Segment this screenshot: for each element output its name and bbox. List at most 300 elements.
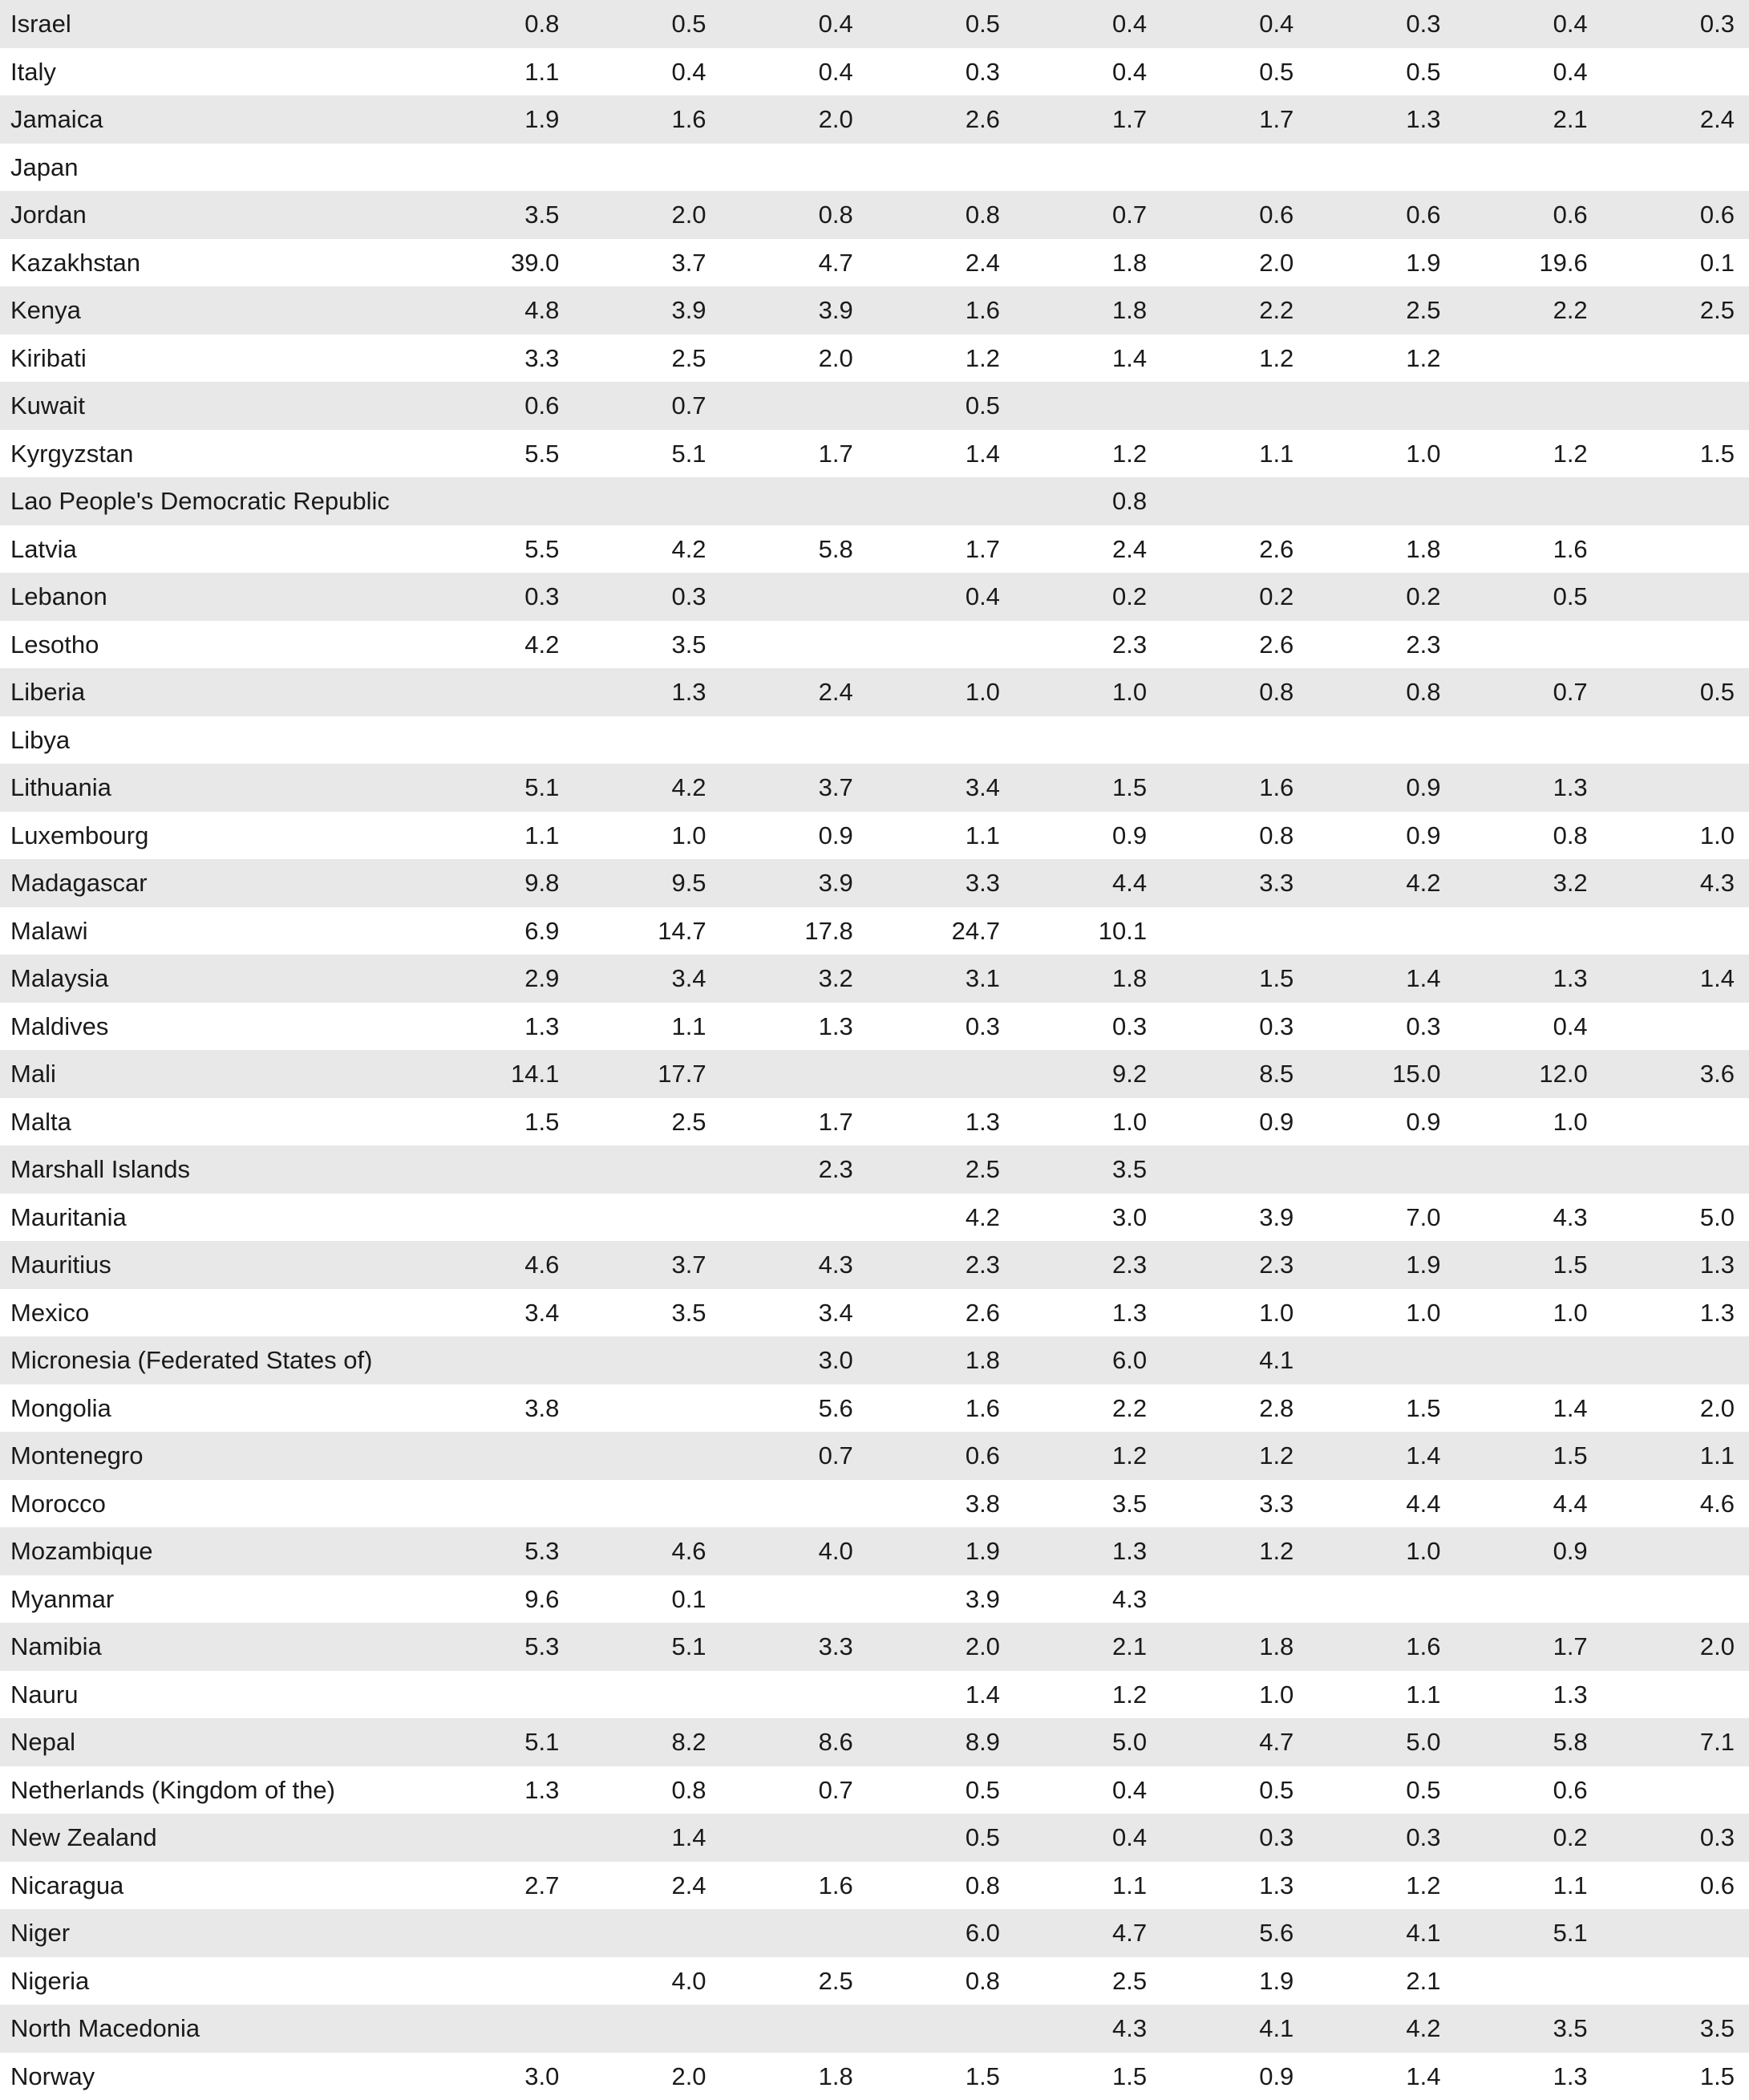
value-cell: 1.8 (1014, 286, 1161, 334)
value-cell (1602, 621, 1749, 669)
value-cell: 2.4 (1602, 95, 1749, 144)
value-cell (721, 1194, 868, 1242)
country-name-cell: Kuwait (0, 382, 427, 430)
value-cell: 5.1 (573, 430, 720, 478)
value-cell: 0.6 (1602, 1862, 1749, 1910)
value-cell: 1.2 (1014, 430, 1161, 478)
value-cell (721, 573, 868, 621)
value-cell: 1.1 (1014, 1862, 1161, 1910)
value-cell: 1.3 (427, 1003, 573, 1051)
country-name-cell: Lao People's Democratic Republic (0, 477, 427, 525)
value-cell: 1.2 (1161, 1527, 1308, 1575)
value-cell (1602, 1957, 1749, 2005)
value-cell: 0.3 (868, 1003, 1014, 1051)
table-row (0, 477, 1749, 525)
value-cell: 0.9 (1161, 2053, 1308, 2100)
value-cell (1455, 1575, 1602, 1624)
value-cell: 2.2 (1455, 286, 1602, 334)
value-cell: 0.3 (1161, 1003, 1308, 1051)
value-cell (868, 477, 1014, 525)
value-cell: 2.0 (1602, 1623, 1749, 1671)
value-cell: 1.2 (1308, 334, 1455, 383)
country-name-cell: Libya (0, 716, 427, 764)
value-cell (1308, 1336, 1455, 1384)
value-cell: 4.1 (1161, 1336, 1308, 1384)
value-cell: 1.5 (1602, 2053, 1749, 2100)
value-cell: 1.4 (1308, 2053, 1455, 2100)
value-cell: 1.1 (868, 812, 1014, 860)
value-cell (427, 1336, 573, 1384)
value-cell (1455, 621, 1602, 669)
value-cell: 3.4 (427, 1289, 573, 1337)
value-cell (427, 716, 573, 764)
table-row (0, 1194, 1749, 1242)
value-cell (868, 1050, 1014, 1098)
value-cell: 3.3 (1161, 859, 1308, 907)
value-cell: 3.0 (721, 1336, 868, 1384)
value-cell: 5.8 (1455, 1718, 1602, 1766)
table-row (0, 1766, 1749, 1814)
value-cell: 2.5 (1308, 286, 1455, 334)
value-cell (1455, 1336, 1602, 1384)
value-cell: 2.3 (721, 1145, 868, 1194)
value-cell: 4.3 (1602, 859, 1749, 907)
value-cell: 2.0 (721, 334, 868, 383)
value-cell: 2.7 (427, 1862, 573, 1910)
value-cell: 3.1 (868, 955, 1014, 1003)
country-name-cell: Lebanon (0, 573, 427, 621)
value-cell: 2.5 (1602, 286, 1749, 334)
value-cell: 15.0 (1308, 1050, 1455, 1098)
value-cell: 0.5 (573, 0, 720, 48)
country-name-cell: Japan (0, 144, 427, 192)
value-cell: 4.1 (1308, 1909, 1455, 1957)
value-cell: 1.1 (1455, 1862, 1602, 1910)
value-cell (427, 1814, 573, 1862)
value-cell: 0.5 (1161, 1766, 1308, 1814)
table-row (0, 1384, 1749, 1433)
value-cell: 5.5 (427, 430, 573, 478)
value-cell: 1.4 (1602, 955, 1749, 1003)
value-cell: 2.4 (1014, 525, 1161, 574)
table-row (0, 1957, 1749, 2005)
table-row (0, 1003, 1749, 1051)
country-name-cell: New Zealand (0, 1814, 427, 1862)
value-cell: 5.6 (1161, 1909, 1308, 1957)
value-cell: 1.0 (868, 668, 1014, 716)
value-cell (1455, 1957, 1602, 2005)
value-cell: 0.4 (1455, 48, 1602, 96)
value-cell: 0.5 (868, 382, 1014, 430)
table-row (0, 1527, 1749, 1575)
value-cell: 3.2 (1455, 859, 1602, 907)
value-cell: 0.8 (868, 1862, 1014, 1910)
table-row (0, 48, 1749, 96)
value-cell (868, 716, 1014, 764)
value-cell: 1.1 (1602, 1432, 1749, 1480)
value-cell: 1.1 (427, 812, 573, 860)
value-cell (1602, 1671, 1749, 1719)
country-name-cell: Kazakhstan (0, 239, 427, 287)
value-cell: 7.0 (1308, 1194, 1455, 1242)
table-row (0, 1336, 1749, 1384)
table-row (0, 1050, 1749, 1098)
value-cell: 3.0 (1014, 1194, 1161, 1242)
value-cell (721, 1671, 868, 1719)
value-cell: 0.7 (1014, 191, 1161, 239)
value-cell: 2.3 (1014, 1241, 1161, 1289)
value-cell: 1.4 (1014, 334, 1161, 383)
value-cell: 0.9 (1014, 812, 1161, 860)
value-cell (1602, 1336, 1749, 1384)
value-cell: 0.8 (1014, 477, 1161, 525)
country-name-cell: Malta (0, 1098, 427, 1146)
country-name-cell: Madagascar (0, 859, 427, 907)
value-cell (1161, 144, 1308, 192)
value-cell: 0.8 (868, 1957, 1014, 2005)
value-cell (868, 2005, 1014, 2053)
value-cell: 5.6 (721, 1384, 868, 1433)
value-cell: 10.1 (1014, 907, 1161, 955)
value-cell (1602, 573, 1749, 621)
value-cell (1308, 716, 1455, 764)
value-cell: 1.4 (1455, 1384, 1602, 1433)
country-name-cell: Nepal (0, 1718, 427, 1766)
value-cell (1602, 764, 1749, 812)
table-row (0, 1480, 1749, 1528)
value-cell: 14.1 (427, 1050, 573, 1098)
table-row (0, 1909, 1749, 1957)
value-cell (573, 1432, 720, 1480)
value-cell (1602, 1766, 1749, 1814)
value-cell: 1.3 (1161, 1862, 1308, 1910)
value-cell: 0.5 (868, 1766, 1014, 1814)
value-cell: 1.4 (1308, 955, 1455, 1003)
value-cell: 2.3 (1161, 1241, 1308, 1289)
table-row (0, 334, 1749, 383)
value-cell: 9.2 (1014, 1050, 1161, 1098)
value-cell (721, 1909, 868, 1957)
value-cell: 1.7 (1455, 1623, 1602, 1671)
value-cell (1455, 334, 1602, 383)
value-cell: 1.3 (868, 1098, 1014, 1146)
value-cell: 1.1 (427, 48, 573, 96)
value-cell (1602, 48, 1749, 96)
value-cell: 0.5 (1455, 573, 1602, 621)
value-cell: 2.0 (573, 2053, 720, 2100)
value-cell (1602, 1909, 1749, 1957)
value-cell (1602, 716, 1749, 764)
value-cell (1161, 1575, 1308, 1624)
value-cell: 2.4 (868, 239, 1014, 287)
value-cell: 3.8 (427, 1384, 573, 1433)
value-cell: 1.8 (1014, 239, 1161, 287)
value-cell: 1.1 (1308, 1671, 1455, 1719)
table-row (0, 1432, 1749, 1480)
value-cell: 0.4 (1014, 1766, 1161, 1814)
value-cell: 0.5 (868, 0, 1014, 48)
value-cell: 2.5 (721, 1957, 868, 2005)
table-row (0, 95, 1749, 144)
value-cell: 1.2 (868, 334, 1014, 383)
country-name-cell: Nauru (0, 1671, 427, 1719)
value-cell: 3.5 (1014, 1145, 1161, 1194)
value-cell (427, 477, 573, 525)
value-cell (427, 1957, 573, 2005)
value-cell: 4.7 (1014, 1909, 1161, 1957)
country-name-cell: Niger (0, 1909, 427, 1957)
value-cell: 0.3 (1161, 1814, 1308, 1862)
value-cell: 3.9 (721, 859, 868, 907)
value-cell (721, 716, 868, 764)
country-name-cell: Mongolia (0, 1384, 427, 1433)
value-cell: 0.6 (1455, 191, 1602, 239)
value-cell: 3.5 (1455, 2005, 1602, 2053)
value-cell: 0.1 (1602, 239, 1749, 287)
value-cell: 1.4 (868, 430, 1014, 478)
value-cell: 0.4 (1014, 1814, 1161, 1862)
value-cell: 2.6 (1161, 621, 1308, 669)
value-cell: 0.7 (573, 382, 720, 430)
value-cell: 0.5 (1308, 48, 1455, 96)
value-cell: 2.0 (1602, 1384, 1749, 1433)
value-cell: 4.3 (1455, 1194, 1602, 1242)
value-cell: 1.9 (1308, 1241, 1455, 1289)
value-cell: 0.8 (1308, 668, 1455, 716)
value-cell (1602, 144, 1749, 192)
table-row (0, 286, 1749, 334)
value-cell: 7.1 (1602, 1718, 1749, 1766)
country-name-cell: Kenya (0, 286, 427, 334)
value-cell: 0.2 (1455, 1814, 1602, 1862)
value-cell: 0.9 (1455, 1527, 1602, 1575)
value-cell: 1.8 (1161, 1623, 1308, 1671)
value-cell: 1.6 (721, 1862, 868, 1910)
value-cell: 1.0 (1014, 1098, 1161, 1146)
value-cell: 1.4 (868, 1671, 1014, 1719)
value-cell (1602, 525, 1749, 574)
value-cell: 4.3 (1014, 2005, 1161, 2053)
value-cell (721, 2005, 868, 2053)
value-cell (868, 144, 1014, 192)
value-cell (427, 1480, 573, 1528)
country-name-cell: Montenegro (0, 1432, 427, 1480)
value-cell: 1.5 (1161, 955, 1308, 1003)
value-cell: 1.4 (1308, 1432, 1455, 1480)
table-row (0, 144, 1749, 192)
value-cell: 4.6 (1602, 1480, 1749, 1528)
value-cell: 0.2 (1014, 573, 1161, 621)
value-cell: 1.0 (1308, 1527, 1455, 1575)
value-cell: 0.5 (1602, 668, 1749, 716)
country-name-cell: Jamaica (0, 95, 427, 144)
table-row (0, 0, 1749, 48)
value-cell: 0.5 (1308, 1766, 1455, 1814)
value-cell: 5.8 (721, 525, 868, 574)
value-cell: 2.0 (721, 95, 868, 144)
value-cell: 4.3 (1014, 1575, 1161, 1624)
value-cell: 5.1 (1455, 1909, 1602, 1957)
table-row (0, 382, 1749, 430)
value-cell (721, 382, 868, 430)
value-cell: 3.9 (573, 286, 720, 334)
value-cell: 4.0 (573, 1957, 720, 2005)
value-cell (1161, 382, 1308, 430)
value-cell (721, 477, 868, 525)
value-cell (1602, 907, 1749, 955)
table-row (0, 2053, 1749, 2100)
value-cell: 4.1 (1161, 2005, 1308, 2053)
value-cell: 2.3 (1308, 621, 1455, 669)
value-cell (1308, 1575, 1455, 1624)
value-cell: 3.3 (427, 334, 573, 383)
value-cell: 1.9 (427, 95, 573, 144)
value-cell: 1.2 (1308, 1862, 1455, 1910)
value-cell: 1.7 (1161, 95, 1308, 144)
value-cell: 4.0 (721, 1527, 868, 1575)
value-cell: 2.1 (1455, 95, 1602, 144)
value-cell (573, 144, 720, 192)
value-cell: 0.8 (1161, 812, 1308, 860)
value-cell: 4.2 (427, 621, 573, 669)
value-cell (1308, 477, 1455, 525)
value-cell: 0.8 (721, 191, 868, 239)
value-cell: 0.6 (868, 1432, 1014, 1480)
value-cell (1014, 144, 1161, 192)
value-cell (427, 1145, 573, 1194)
value-cell: 0.9 (1308, 764, 1455, 812)
value-cell: 3.9 (1161, 1194, 1308, 1242)
value-cell: 4.3 (721, 1241, 868, 1289)
value-cell (1455, 716, 1602, 764)
value-cell: 17.8 (721, 907, 868, 955)
value-cell (573, 477, 720, 525)
value-cell: 0.4 (1014, 0, 1161, 48)
value-cell: 1.6 (1161, 764, 1308, 812)
value-cell: 9.5 (573, 859, 720, 907)
value-cell: 2.0 (573, 191, 720, 239)
value-cell: 0.3 (1308, 1814, 1455, 1862)
value-cell: 2.2 (1014, 1384, 1161, 1433)
value-cell: 2.5 (868, 1145, 1014, 1194)
value-cell: 3.9 (868, 1575, 1014, 1624)
value-cell: 3.3 (1161, 1480, 1308, 1528)
table-row (0, 1145, 1749, 1194)
value-cell (1014, 716, 1161, 764)
value-cell: 1.6 (573, 95, 720, 144)
value-cell: 19.6 (1455, 239, 1602, 287)
value-cell: 1.2 (1014, 1432, 1161, 1480)
value-cell: 2.5 (573, 334, 720, 383)
value-cell: 0.4 (1455, 0, 1602, 48)
value-cell: 3.6 (1602, 1050, 1749, 1098)
value-cell (1455, 144, 1602, 192)
value-cell: 2.4 (721, 668, 868, 716)
value-cell (427, 2005, 573, 2053)
value-cell: 12.0 (1455, 1050, 1602, 1098)
value-cell: 1.2 (1161, 1432, 1308, 1480)
value-cell: 1.7 (868, 525, 1014, 574)
value-cell: 3.5 (573, 621, 720, 669)
value-cell: 3.4 (868, 764, 1014, 812)
value-cell: 17.7 (573, 1050, 720, 1098)
value-cell: 0.6 (1308, 191, 1455, 239)
table-row (0, 525, 1749, 574)
value-cell: 0.3 (1014, 1003, 1161, 1051)
table-row (0, 955, 1749, 1003)
country-name-cell: Kiribati (0, 334, 427, 383)
value-cell: 4.7 (721, 239, 868, 287)
table-row (0, 191, 1749, 239)
value-cell: 1.3 (1602, 1241, 1749, 1289)
value-cell: 0.4 (1014, 48, 1161, 96)
table-row (0, 1862, 1749, 1910)
value-cell: 3.2 (721, 955, 868, 1003)
value-cell: 2.6 (868, 95, 1014, 144)
value-cell (1455, 382, 1602, 430)
value-cell: 0.5 (868, 1814, 1014, 1862)
value-cell: 4.2 (1308, 2005, 1455, 2053)
value-cell: 0.1 (573, 1575, 720, 1624)
country-name-cell: Luxembourg (0, 812, 427, 860)
value-cell: 1.3 (1455, 2053, 1602, 2100)
value-cell: 1.3 (1602, 1289, 1749, 1337)
country-name-cell: Jordan (0, 191, 427, 239)
value-cell: 1.4 (573, 1814, 720, 1862)
country-name-cell: Maldives (0, 1003, 427, 1051)
value-cell: 0.6 (427, 382, 573, 430)
value-cell: 39.0 (427, 239, 573, 287)
value-cell: 1.8 (1308, 525, 1455, 574)
value-cell: 1.6 (1455, 525, 1602, 574)
value-cell: 0.2 (1161, 573, 1308, 621)
value-cell: 1.3 (1014, 1527, 1161, 1575)
value-cell: 4.2 (868, 1194, 1014, 1242)
value-cell (427, 1909, 573, 1957)
value-cell: 24.7 (868, 907, 1014, 955)
value-cell: 1.3 (1014, 1289, 1161, 1337)
value-cell: 1.6 (868, 286, 1014, 334)
value-cell (427, 1432, 573, 1480)
value-cell (573, 1194, 720, 1242)
value-cell: 2.6 (868, 1289, 1014, 1337)
value-cell: 1.5 (1455, 1241, 1602, 1289)
value-cell: 0.3 (573, 573, 720, 621)
table-row (0, 2005, 1749, 2053)
value-cell: 1.0 (1161, 1289, 1308, 1337)
value-cell (1161, 716, 1308, 764)
value-cell: 5.0 (1602, 1194, 1749, 1242)
value-cell: 1.1 (1161, 430, 1308, 478)
value-cell: 5.3 (427, 1527, 573, 1575)
value-cell: 3.3 (721, 1623, 868, 1671)
value-cell (1455, 477, 1602, 525)
country-name-cell: Italy (0, 48, 427, 96)
value-cell: 0.9 (1308, 812, 1455, 860)
country-name-cell: Lesotho (0, 621, 427, 669)
value-cell: 0.6 (1602, 191, 1749, 239)
value-cell: 4.2 (1308, 859, 1455, 907)
value-cell (1602, 1003, 1749, 1051)
value-cell: 3.0 (427, 2053, 573, 2100)
value-cell (573, 2005, 720, 2053)
value-cell: 1.0 (1602, 812, 1749, 860)
value-cell (1161, 477, 1308, 525)
table-row (0, 812, 1749, 860)
value-cell: 1.5 (1602, 430, 1749, 478)
value-cell: 1.3 (1455, 955, 1602, 1003)
value-cell: 0.7 (1455, 668, 1602, 716)
